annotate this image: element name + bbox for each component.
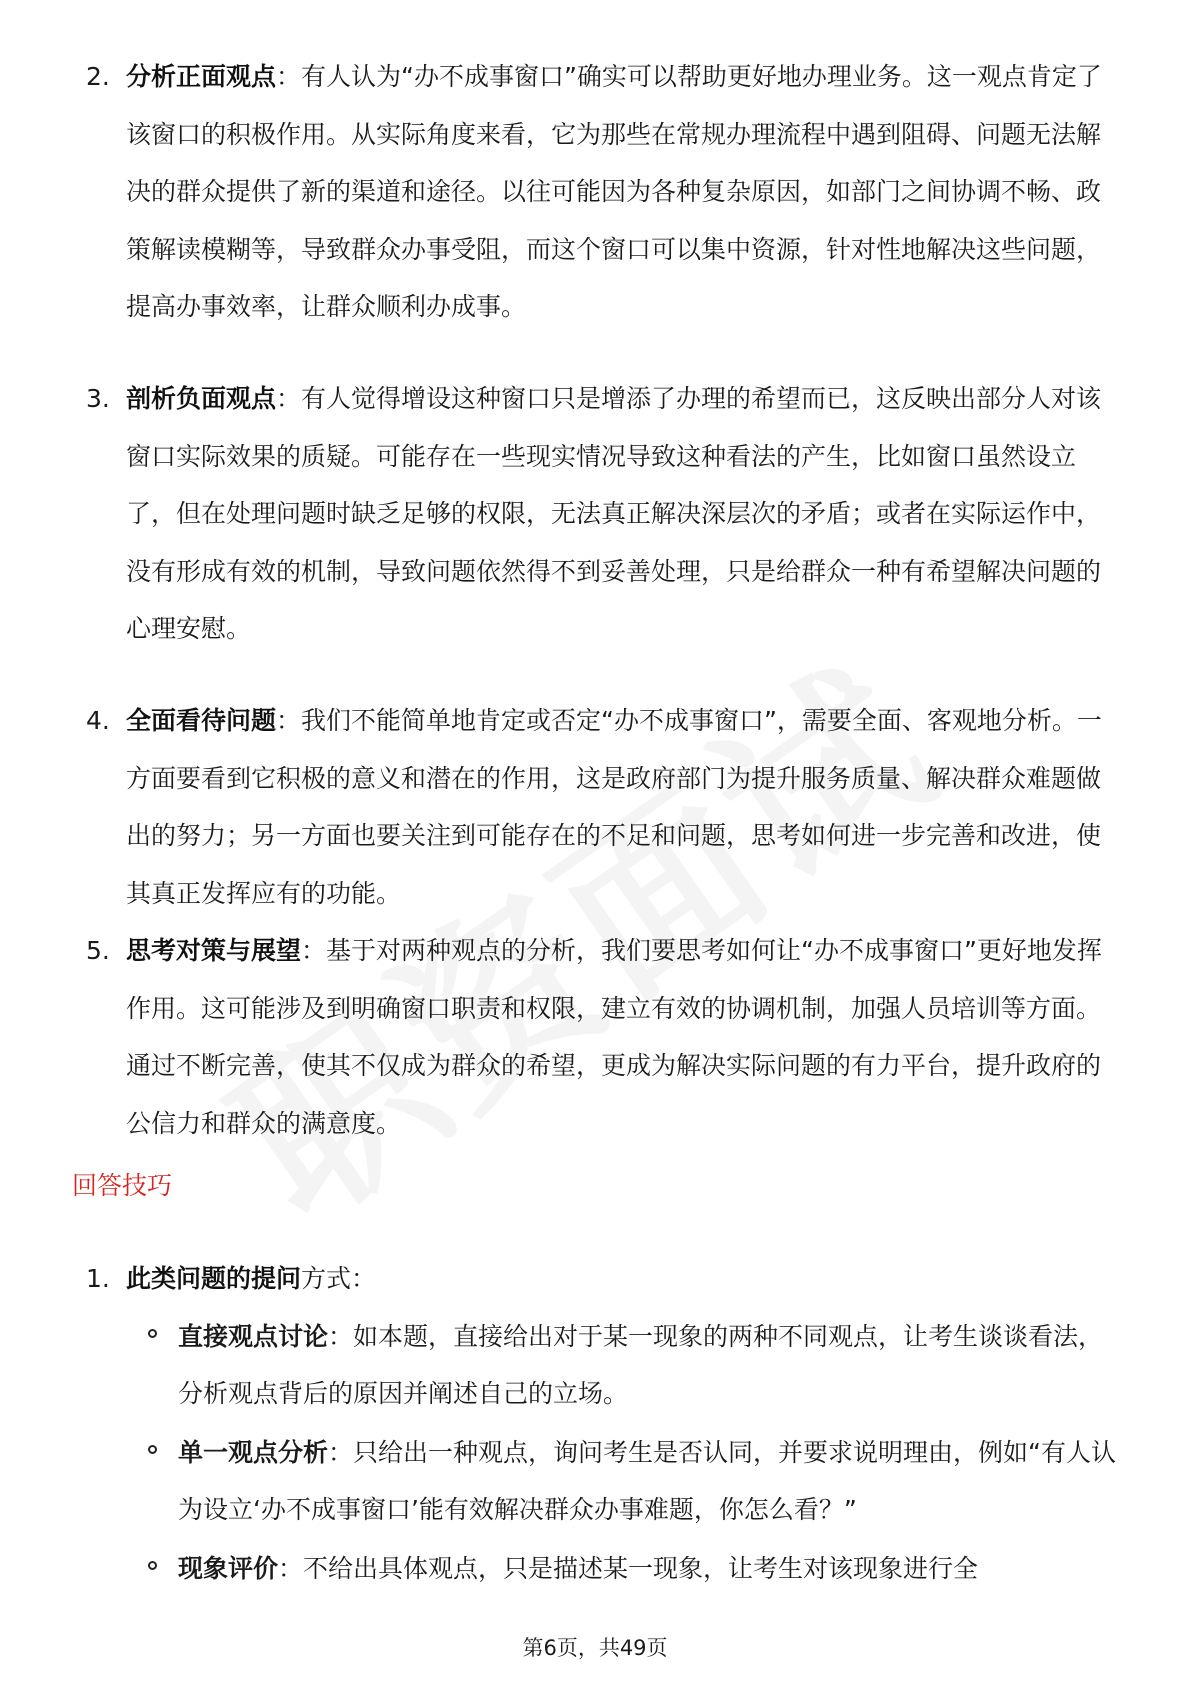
circle-bullet-icon (148, 1561, 157, 1570)
list-item (86, 922, 1116, 1152)
item-text: ：我们不能简单地肯定或否定“办不成事窗口”，需要全面、客观地分析。一方面要看到它积极的意义和潜在的作用，这是政府部门为提升服务质量、解决群众难题做出的努力；另一方面也要关注到可能存在的不足和问题，思考如何进一步完善和改进，使其真正发挥应有的功能。 (126, 706, 1102, 908)
list-item (86, 370, 1116, 658)
item-number: 3. (86, 384, 110, 413)
item-title: 分析正面观点 (126, 62, 277, 91)
circle-bullet-icon (148, 1329, 157, 1338)
item-number: 5. (86, 936, 110, 965)
list-item (86, 692, 1116, 922)
item-text: ：基于对两种观点的分析，我们要思考如何让“办不成事窗口”更好地发挥作用。这可能涉及到明确窗口职责和权限，建立有效的协调机制，加强人员培训等方面。通过不断完善，使其不仅成为群众的希望，更成为解决实际问题的有力平台，提升政府的公信力和群众的满意度。 (126, 936, 1102, 1138)
list-item (86, 1250, 1116, 1308)
sub-item-title: 直接观点讨论 (178, 1322, 329, 1351)
sub-list-item (178, 1424, 1128, 1538)
list-item (86, 48, 1116, 336)
item-text: ：有人觉得增设这种窗口只是增添了办理的希望而已，这反映出部分人对该窗口实际效果的质疑。可能存在一些现实情况导致这种看法的产生，比如窗口虽然设立了，但在处理问题时缺乏足够的权限，无法真正解决深层次的矛盾；或者在实际运作中，没有形成有效的机制，导致问题依然得不到妥善处理，只是给群众一种有希望解决问题的心理安慰。 (126, 384, 1102, 643)
item-title: 此类问题的提问 (126, 1264, 302, 1293)
item-number: 1. (86, 1264, 110, 1293)
sub-list-item (178, 1308, 1128, 1422)
section-heading: 回答技巧 (72, 1171, 173, 1200)
item-title: 全面看待问题 (126, 706, 277, 735)
item-text: 方式： (301, 1264, 377, 1293)
sub-item-title: 单一观点分析 (178, 1438, 329, 1467)
sub-item-title: 现象评价 (178, 1554, 279, 1583)
item-title: 思考对策与展望 (126, 936, 302, 965)
item-number: 4. (86, 706, 110, 735)
sub-item-text: ：只给出一种观点，询问考生是否认同，并要求说明理由，例如“有人认为设立‘办不成事窗口’能有效解决群众办事难题，你怎么看？” (178, 1438, 1116, 1524)
item-number: 2. (86, 62, 110, 91)
page-footer: 第6页，共49页 (522, 1636, 668, 1660)
item-title: 剖析负面观点 (126, 384, 277, 413)
circle-bullet-icon (148, 1445, 157, 1454)
item-text: ：有人认为“办不成事窗口”确实可以帮助更好地办理业务。这一观点肯定了该窗口的积极作用。从实际角度来看，它为那些在常规办理流程中遇到阻碍、问题无法解决的群众提供了新的渠道和途径。以往可能因为各种复杂原因，如部门之间协调不畅、政策解读模糊等，导致群众办事受阻，而这个窗口可以集中资源，针对性地解决这些问题，提高办事效率，让群众顺利办成事。 (126, 62, 1102, 321)
sub-item-text: ：如本题，直接给出对于某一现象的两种不同观点，让考生谈谈看法，分析观点背后的原因并阐述自己的立场。 (178, 1322, 1104, 1408)
sub-list-item (178, 1540, 1128, 1597)
sub-item-text: ：不给出具体观点，只是描述某一现象，让考生对该现象进行全 (278, 1554, 979, 1583)
